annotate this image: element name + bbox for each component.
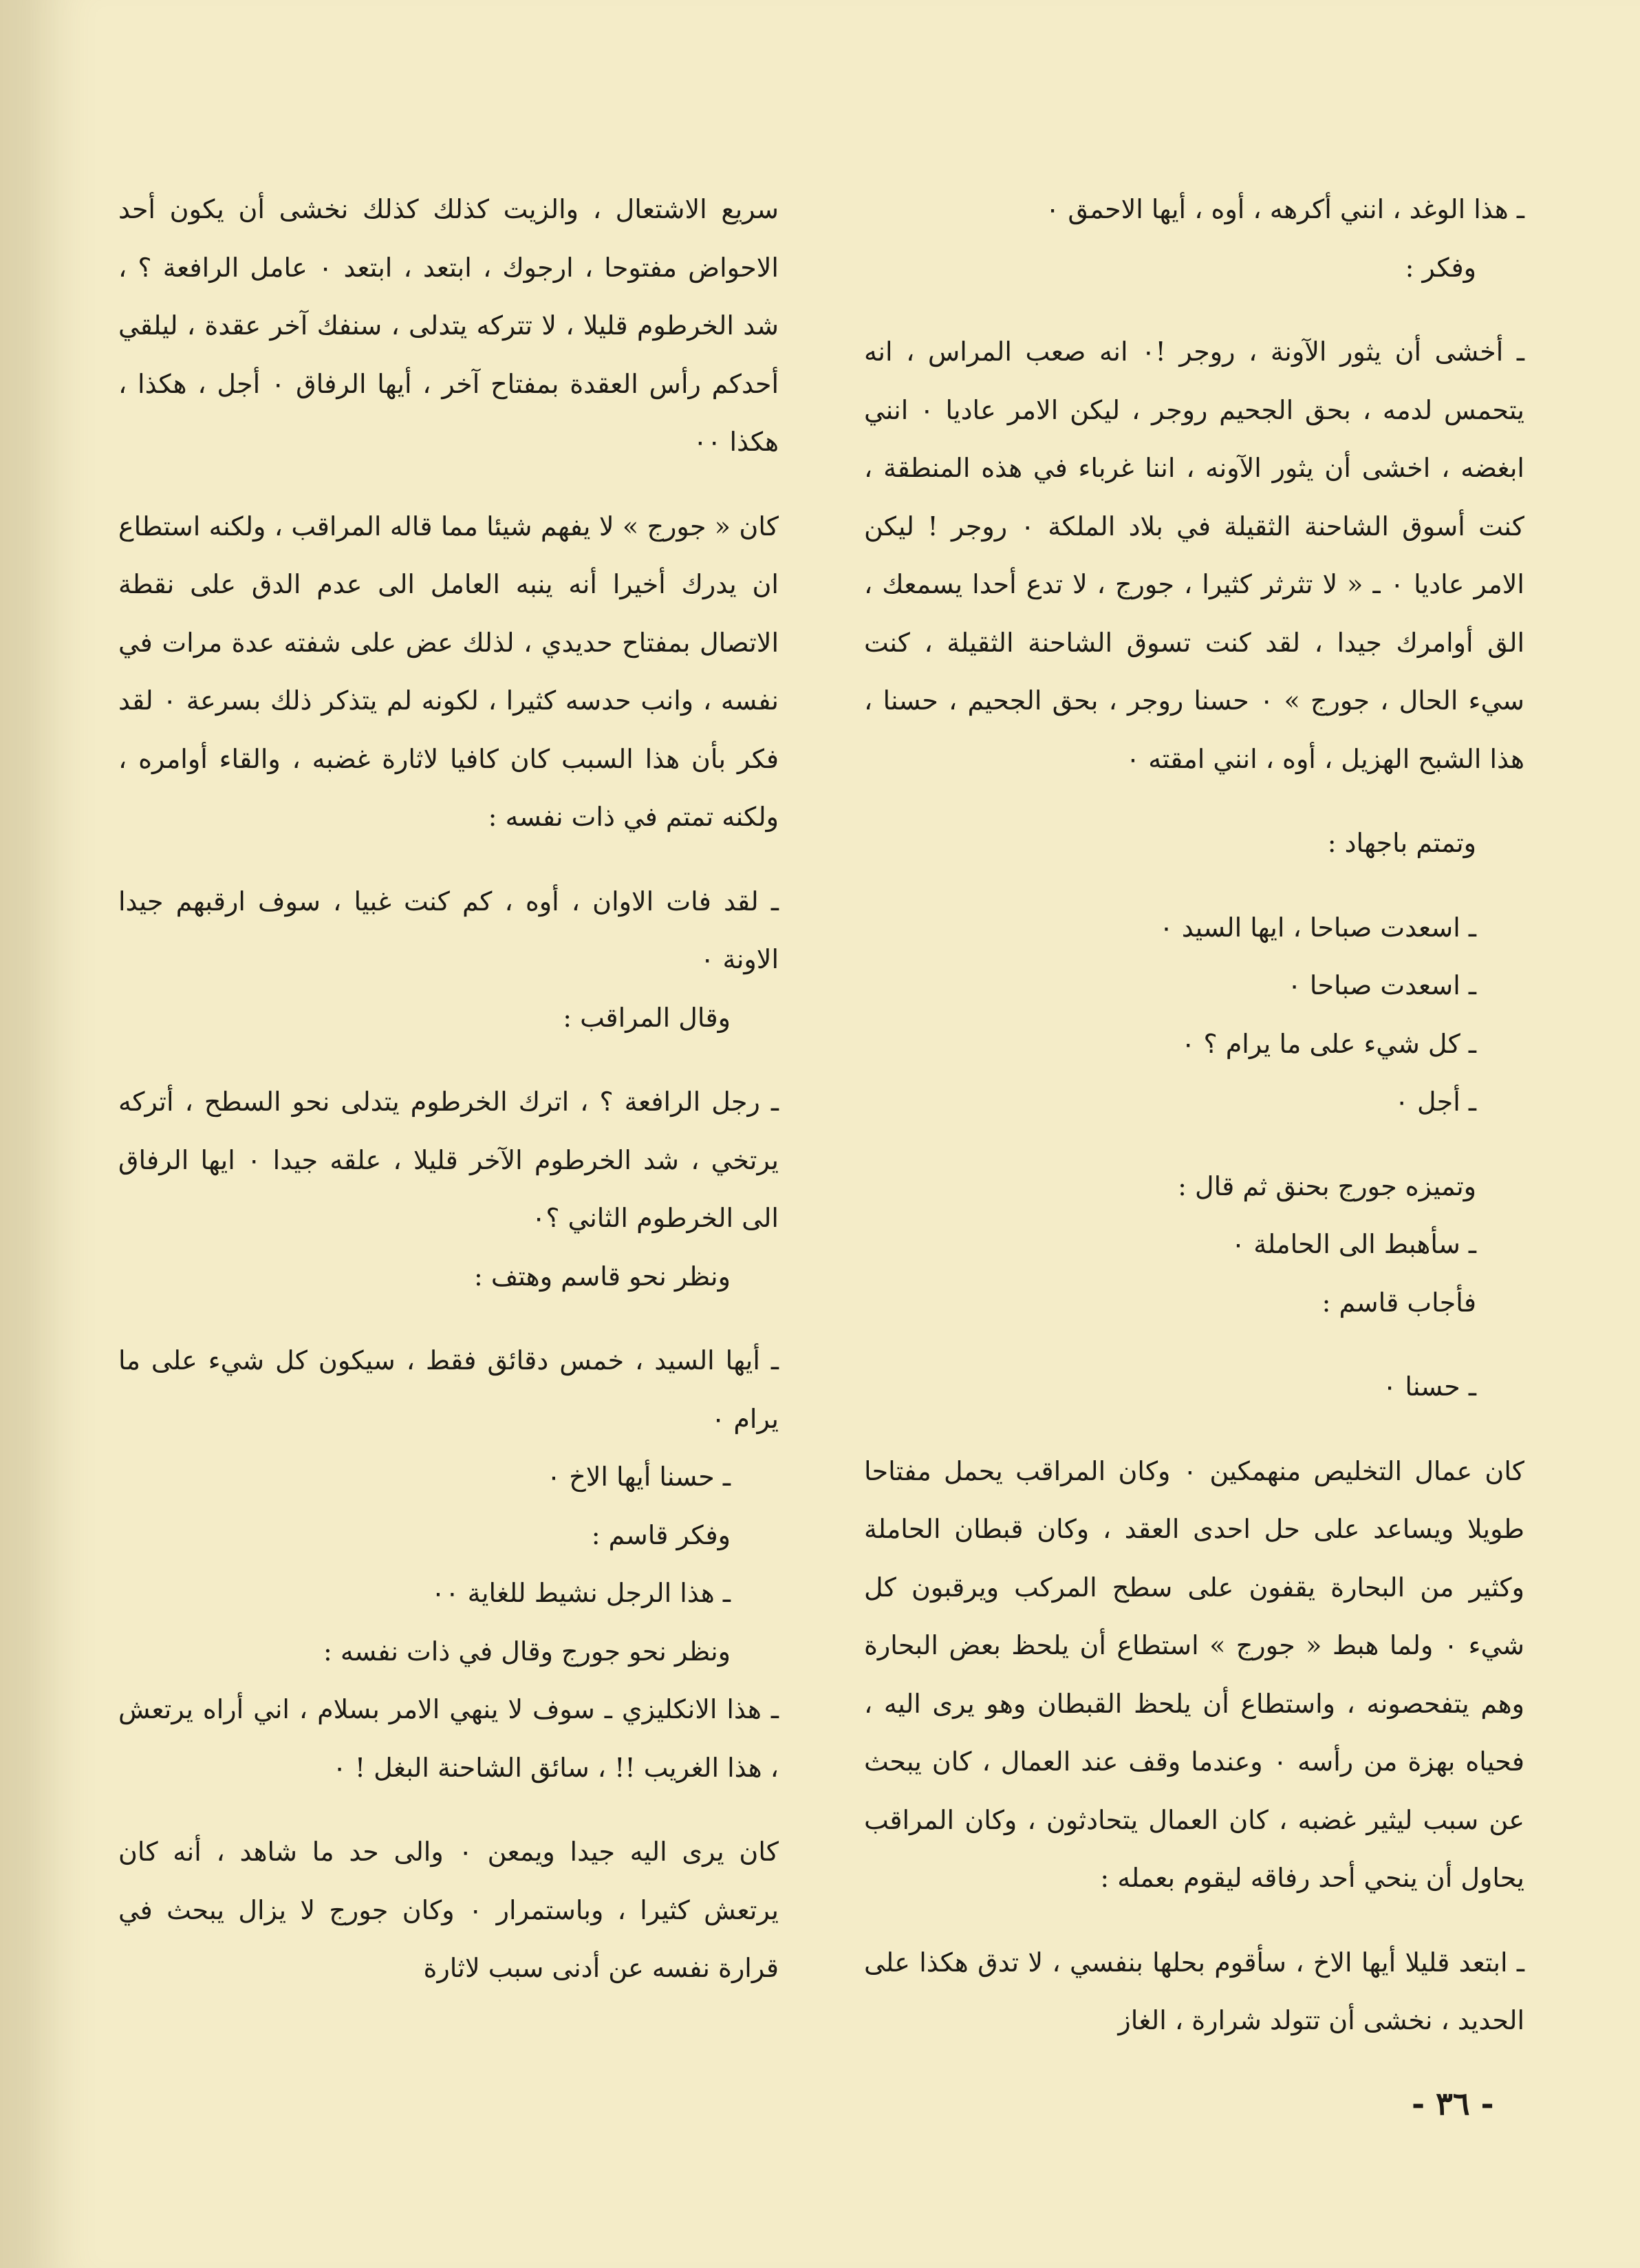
left-text-column [118,180,779,1998]
paragraph-gap [864,1131,1524,1157]
paragraph: ـ حسنا ٠ [1382,1371,1476,1402]
paragraph: ـ كل شيء على ما يرام ؟ ٠ [1180,1028,1476,1059]
paragraph: وتمتم باجهاد : [1327,828,1476,858]
paragraph: ـ هذا الرجل نشيط للغاية ٠٠ [431,1578,731,1608]
paragraph-gap [118,471,779,498]
paragraph: ـ حسنا أيها الاخ ٠ [546,1462,731,1492]
paragraph: وفكر قاسم : [591,1519,731,1550]
paragraph: وقال المراقب : [563,1002,731,1033]
paragraph-gap [118,1797,779,1823]
paragraph: ـ رجل الرافعة ؟ ، اترك الخرطوم يتدلى نحو السطح ، أتركه يرتخي ، شد الخرطوم الآخر قليلا ، علقه جيدا ٠ ايها الرفاق الى الخرطوم الثاني ؟٠ [118,1087,779,1233]
paragraph: ـ اسعدت صباحا ٠ [1287,970,1476,1001]
paragraph: ـ أجل ٠ [1394,1087,1476,1117]
paragraph-gap [864,1331,1524,1358]
paragraph: ونظر نحو قاسم وهتف : [474,1261,731,1292]
paragraph-gap [864,297,1524,323]
paragraph: كان « جورج » لا يفهم شيئا مما قاله المراقب ، ولكنه استطاع ان يدرك أخيرا أنه ينبه العامل الى عدم الدق على نقطة الاتصال بمفتاح حديدي ، لذلك عض على شفته عدة مرات في نفسه ، وانب حدسه كثيرا ، لكونه لم يتذكر ذلك بسرعة ٠ لقد فكر بأن هذا السبب كان كافيا لاثارة غضبه ، والقاء أوامره ، ولكنه تمتم في ذات نفسه : [118,511,779,832]
paragraph: فأجاب قاسم : [1321,1287,1476,1318]
paragraph: ـ أيها السيد ، خمس دقائق فقط ، سيكون كل شيء على ما يرام ٠ [118,1345,779,1434]
paragraph: كان يرى اليه جيدا ويمعن ٠ والى حد ما شاهد ، أنه كان يرتعش كثيرا ، وباستمرار ٠ وكان جورج لا يزال يبحث في قرارة نفسه عن أدنى سبب لاثارة [118,1837,779,1983]
paragraph: ـ سأهبط الى الحاملة ٠ [1231,1229,1476,1259]
paragraph: ـ أخشى أن يثور الآونة ، روجر !٠ انه صعب المراس ، انه يتحمس لدمه ، بحق الجحيم روجر ، ليكن الامر عاديا ٠ انني ابغضه ، اخشى أن يثور الآونه ، اننا غرباء في هذه المنطقة ، كنت أسوق الشاحنة الثقيلة في بلاد الملكة ٠ روجر ! ليكن الامر عاديا ٠ ـ « لا تثرثر كثيرا ، جورج ، لا تدع أحدا يسمعك ، الق أوامرك جيدا ، لقد كنت تسوق الشاحنة الثقيلة ، كنت سيء الحال ، جورج » ٠ حسنا روجر ، بحق الجحيم ، حسنا ، هذا الشبح الهزيل ، أوه ، انني امقته ٠ [864,336,1524,774]
page-number: - ٣٦ - [1412,2085,1494,2122]
paragraph: ـ لقد فات الاوان ، أوه ، كم كنت غبيا ، سوف ارقبهم جيدا الاونة ٠ [118,886,779,974]
paragraph-gap [118,846,779,873]
paragraph: ونظر نحو جورج وقال في ذات نفسه : [323,1636,731,1667]
paragraph-gap [864,1416,1524,1442]
paragraph: وتميزه جورج بحنق ثم قال : [1178,1170,1476,1201]
paragraph: ـ هذا الانكليزي ـ سوف لا ينهي الامر بسلام ، اني أراه يرتعش ، هذا الغريب !! ، سائق الشاحنة البغل ! ٠ [118,1694,779,1783]
paragraph-gap [118,1047,779,1073]
paragraph: ـ ابتعد قليلا أيها الاخ ، سأقوم بحلها بنفسي ، لا تدق هكذا على الحديد ، نخشى أن تتولد شرارة ، الغاز [864,1947,1524,2035]
paragraph-gap [864,788,1524,814]
paragraph-gap [118,1305,779,1331]
paragraph-gap [864,1907,1524,1934]
paragraph: ـ اسعدت صباحا ، ايها السيد ٠ [1159,912,1476,943]
paragraph: وفكر : [1405,252,1476,283]
paragraph: سريع الاشتعال ، والزيت كذلك كذلك نخشى أن يكون أحد الاحواض مفتوحا ، ارجوك ، ابتعد ، ابتعد ٠ عامل الرافعة ؟ ، شد الخرطوم قليلا ، لا تتركه يتدلى ، سنفك آخر عقدة ، ليلقي أحدكم رأس العقدة بمفتاح آخر ، أيها الرفاق ٠ أجل ، هكذا ، هكذا ٠٠ [118,194,779,457]
right-text-column [864,180,1524,2050]
paragraph-gap [864,873,1524,899]
paragraph: كان عمال التخليص منهمكين ٠ وكان المراقب يحمل مفتاحا طويلا ويساعد على حل احدى العقد ، وكان قبطان الحاملة وكثير من البحارة يقفون على سطح المركب ويرقبون كل شيء ٠ ولما هبط « جورج » استطاع أن يلحظ بعض البحارة وهم يتفحصونه ، واستطاع أن يلحظ القبطان وهو يرى اليه ، فحياه بهزة من رأسه ٠ وعندما وقف عند العمال ، كان يبحث عن سبب ليثير غضبه ، كان العمال يتحادثون ، وكان المراقب يحاول أن ينحي أحد رفاقه ليقوم بعمله : [864,1455,1524,1893]
paragraph: ـ هذا الوغد ، انني أكرهه ، أوه ، أيها الاحمق ٠ [1045,194,1524,224]
